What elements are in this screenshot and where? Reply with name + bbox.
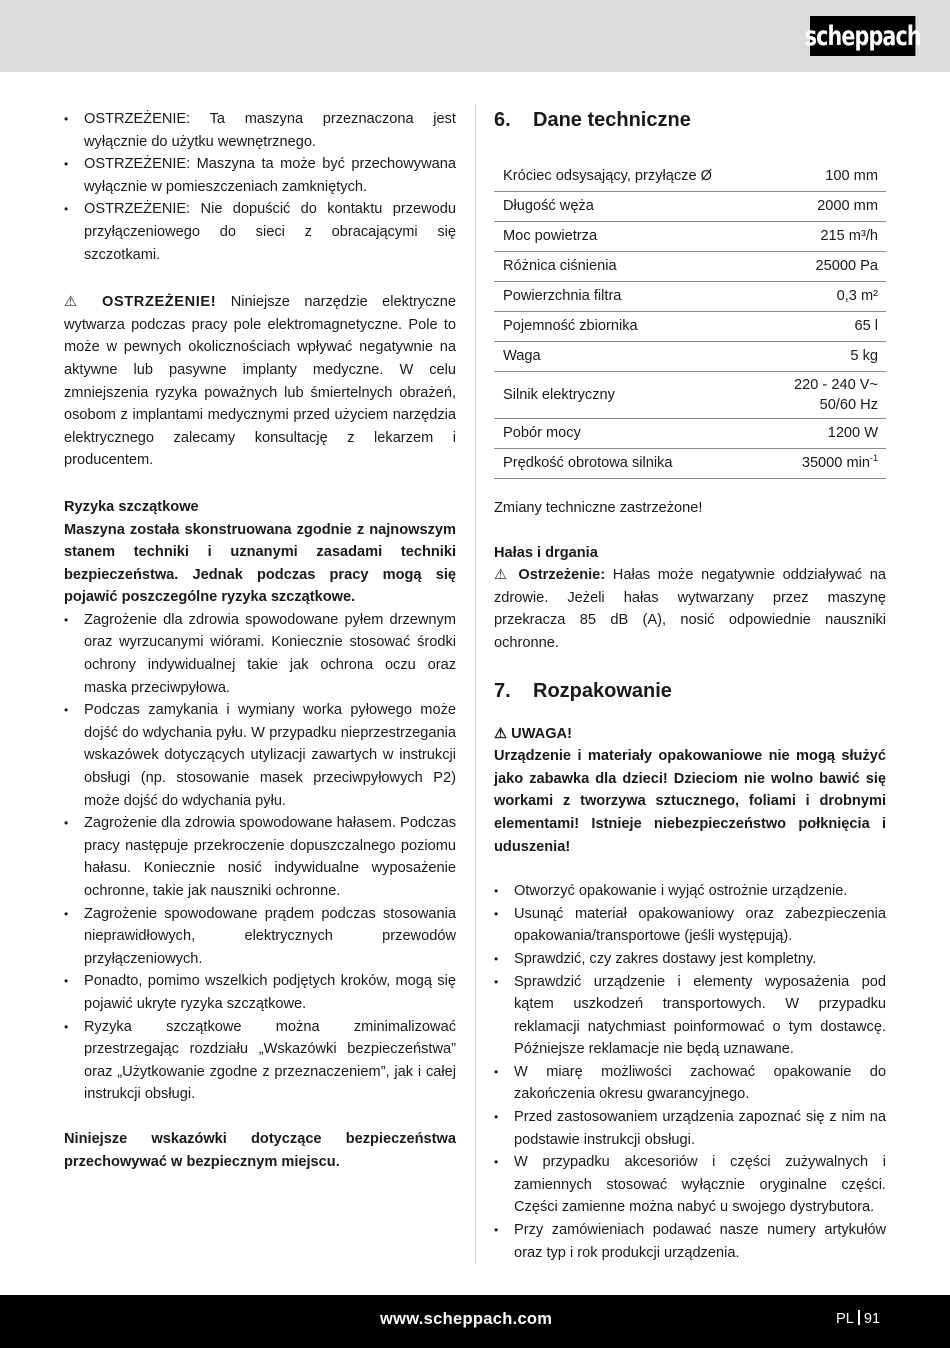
spec-label: Długość węża xyxy=(494,192,765,222)
warning-text: Niniejsze narzędzie elektryczne wytwarza podczas pracy pole elektromagnetyczne. Pole to może w pewnych okolicznościach wpływać negatywnie na aktywne lub pasywne implanty medyczne. W celu zmniejszenia ryzyka poważnych lub śmiertelnych obrażeń, osobom z implantami medycznymi przed użyciem narzędzia elektrycznego zalecamy konsultację z lekarzem i producentem. xyxy=(64,294,456,469)
spec-label: Pojemność zbiornika xyxy=(494,312,765,342)
list-item: • OSTRZEŻENIE: Maszyna ta może być przechowywana wyłącznie w pomieszczeniach zamkniętych. xyxy=(64,153,456,198)
list-item: • Sprawdzić, czy zakres dostawy jest kompletny. xyxy=(494,948,886,971)
separator xyxy=(858,1310,860,1325)
list-item: • Usunąć materiał opakowaniowy oraz zabezpieczenia opakowania/transportowe (jeśli występują). xyxy=(494,903,886,948)
spec-label: Silnik elektryczny xyxy=(494,372,765,419)
list-item: • Zagrożenie dla zdrowia spowodowane pyłem drzewnym oraz wyrzucanymi wiórami. Koniecznie stosować środki ochrony indywidualnej takie jak ochrona oczu oraz maska przeciwpyłowa. xyxy=(64,609,456,699)
noise-heading: Hałas i drgania xyxy=(494,544,598,561)
list-item: • Przed zastosowaniem urządzenia zapoznać się z nim na podstawie instrukcji obsługi. xyxy=(494,1106,886,1151)
spec-label: Króciec odsysający, przyłącze Ø xyxy=(494,162,765,192)
noise-warning xyxy=(494,564,886,654)
table-row xyxy=(494,419,886,449)
spec-value-exponent: -1 xyxy=(869,453,878,463)
warning-label: Ostrzeżenie: xyxy=(518,567,606,584)
language-code: PL xyxy=(836,1311,854,1327)
table-row xyxy=(494,222,886,252)
top-header-bar xyxy=(0,0,950,72)
table-row xyxy=(494,192,886,222)
spec-value: 5 kg xyxy=(765,342,886,372)
list-item: • Ponadto, pomimo wszelkich podjętych kroków, mogą się pojawić ukryte ryzyka szczątkowe. xyxy=(64,970,456,1015)
scheppach-logo: scheppach xyxy=(810,16,915,56)
section-title: Rozpakowanie xyxy=(533,679,672,702)
list-item: • Otworzyć opakowanie i wyjąć ostrożnie urządzenie. xyxy=(494,880,886,903)
page-number: 91 xyxy=(863,1311,881,1327)
spec-value-line1: 220 - 240 V~ xyxy=(794,377,878,393)
table-row xyxy=(494,312,886,342)
unpacking-list xyxy=(494,880,886,1264)
attention-heading xyxy=(494,723,886,746)
list-item: • OSTRZEŻENIE: Nie dopuścić do kontaktu przewodu przyłączeniowego do sieci z obracającymi się szczotkami. xyxy=(64,198,456,266)
safety-closing-note: Niniejsze wskazówki dotyczące bezpieczeństwa przechowywać w bezpiecznym miejscu. xyxy=(64,1130,456,1170)
spec-label: Powierzchnia filtra xyxy=(494,282,765,312)
technical-data-table xyxy=(494,162,886,479)
warnings-list xyxy=(64,108,456,266)
residual-risks-intro: Maszyna została skonstruowana zgodnie z najnowszym stanem techniki i uznanymi zasadami techniki bezpieczeństwa. Jednak podczas pracy mogą się pojawić poszczególne ryzyka szczątkowe. xyxy=(64,521,456,606)
spec-value: 215 m³/h xyxy=(765,222,886,252)
section-number: 6. xyxy=(494,109,511,131)
warning-label: OSTRZEŻENIE! xyxy=(102,294,217,311)
spec-value xyxy=(765,372,886,419)
warning-text: Hałas może negatywnie oddziaływać na zdrowie. Jeżeli hałas wytwarzany przez maszynę przekracza 85 dB (A), nosić odpowiednie nauszniki ochronne. xyxy=(494,567,886,651)
table-row xyxy=(494,252,886,282)
list-item: • W miarę możliwości zachować opakowanie do zakończenia okresu gwarancyjnego. xyxy=(494,1061,886,1106)
spec-value-main: 35000 min xyxy=(801,455,870,471)
spec-value xyxy=(765,449,886,479)
list-item: • Zagrożenie spowodowane prądem podczas stosowania nieprawidłowych, elektrycznych przewodów przyłączeniowych. xyxy=(64,903,456,971)
em-field-warning xyxy=(64,291,456,472)
spec-value: 0,3 m² xyxy=(765,282,886,312)
list-item: • Zagrożenie dla zdrowia spowodowane hałasem. Podczas pracy następuje przekroczenie dopuszczalnego poziomu hałasu. Koniecznie nosić indywidualne wyposażenie ochronne, takie jak nauszniki ochronne. xyxy=(64,812,456,902)
list-item: • Sprawdzić urządzenie i elementy wyposażenia pod kątem uszkodzeń transportowych. W przypadku reklamacji natychmiast poinformować o tym dostawcę. Późniejsze reklamacje nie będą uznawane. xyxy=(494,971,886,1061)
column-divider xyxy=(475,104,476,1264)
table-row xyxy=(494,282,886,312)
page-indicator xyxy=(836,1310,880,1327)
right-column xyxy=(494,108,886,1264)
section-number: 7. xyxy=(494,679,511,702)
technical-changes-note: Zmiany techniczne zastrzeżone! xyxy=(494,500,703,516)
section-title: Dane techniczne xyxy=(533,109,691,131)
warning-triangle-icon: ⚠ xyxy=(494,725,508,742)
spec-label: Waga xyxy=(494,342,765,372)
spec-label: Różnica ciśnienia xyxy=(494,252,765,282)
left-column xyxy=(64,108,456,1173)
list-item: • W przypadku akcesoriów i części zużywalnych i zamiennych stosować wyłącznie oryginalne części. Części zamienne można nabyć u swojego dystrybutora. xyxy=(494,1151,886,1219)
attention-text: Urządzenie i materiały opakowaniowe nie mogą służyć jako zabawka dla dzieci! Dzieciom nie wolno bawić się workami z tworzywa sztucznego, foliami i drobnymi elementami! Istnieje niebezpieczeństwo połknięcia i uduszenia! xyxy=(494,748,886,855)
attention-label: UWAGA! xyxy=(511,725,572,742)
table-row xyxy=(494,162,886,192)
list-item: • Przy zamówieniach podawać nasze numery artykułów oraz typ i rok produkcji urządzenia. xyxy=(494,1219,886,1264)
list-item: • Podczas zamykania i wymiany worka pyłowego może dojść do wdychania pyłu. W przypadku nieprzestrzegania wskazówek dotyczących utylizacji zawartych w instrukcji obsługi (np. stosowanie masek przeciwpyłowych P2) może dojść do wdychania pyłu. xyxy=(64,699,456,812)
spec-value: 2000 mm xyxy=(765,192,886,222)
table-row xyxy=(494,449,886,479)
list-item: • OSTRZEŻENIE: Ta maszyna przeznaczona jest wyłącznie do użytku wewnętrznego. xyxy=(64,108,456,153)
section-6-heading xyxy=(494,108,886,132)
section-7-heading xyxy=(494,679,886,703)
warning-triangle-icon: ⚠ xyxy=(64,294,88,311)
spec-value: 1200 W xyxy=(765,419,886,449)
warning-triangle-icon: ⚠ xyxy=(494,567,511,584)
spec-value-line2: 50/60 Hz xyxy=(819,397,878,413)
spec-value: 65 l xyxy=(765,312,886,342)
residual-risks-heading: Ryzyka szczątkowe xyxy=(64,498,199,515)
spec-label: Moc powietrza xyxy=(494,222,765,252)
table-row xyxy=(494,342,886,372)
page-footer xyxy=(0,1295,950,1348)
website-link[interactable]: www.scheppach.com xyxy=(380,1310,553,1328)
spec-value: 100 mm xyxy=(765,162,886,192)
list-item: • Ryzyka szczątkowe można zminimalizować przestrzegając rozdziału „Wskazówki bezpieczeństwa” oraz „Użytkowanie zgodne z przeznaczeniem”, jak i całej instrukcji obsługi. xyxy=(64,1016,456,1106)
spec-label: Prędkość obrotowa silnika xyxy=(494,449,765,479)
table-row xyxy=(494,372,886,419)
residual-risks-list xyxy=(64,609,456,1106)
spec-label: Pobór mocy xyxy=(494,419,765,449)
spec-value: 25000 Pa xyxy=(765,252,886,282)
